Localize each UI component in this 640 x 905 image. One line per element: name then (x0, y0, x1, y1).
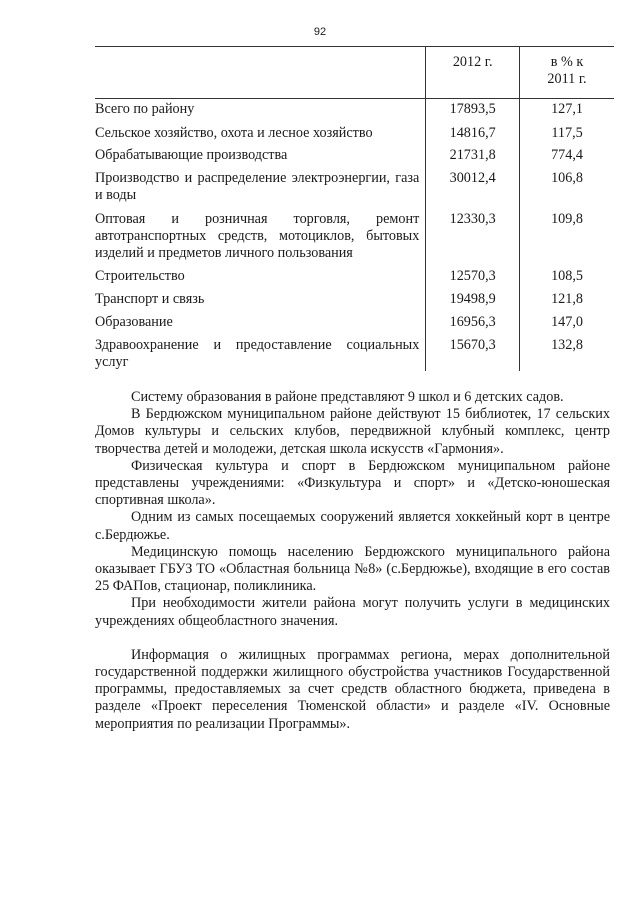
row-name: Оптовая и розничная торговля, ремонт автотранспортных средств, мотоциклов, бытовых изделий и предметов личного пользования (95, 211, 420, 261)
row-name: Образование (95, 314, 173, 330)
row-name-cell (95, 262, 426, 285)
table-row (95, 285, 614, 308)
row-percent-cell (520, 262, 614, 285)
row-value: 12330,3 (449, 211, 496, 227)
row-percent-cell (520, 308, 614, 331)
row-percent: 127,1 (551, 101, 583, 117)
paragraph-services: При необходимости жители района могут получить услуги в медицинских учреждениях общеобластного значения. (95, 595, 610, 629)
row-name: Строительство (95, 268, 185, 284)
row-name-cell (95, 285, 426, 308)
table-row (95, 99, 614, 119)
paragraph-schools: Систему образования в районе представляют 9 школ и 6 детских садов. (131, 389, 564, 405)
header-percent-text: в % к 2011 г. (547, 54, 587, 87)
row-name: Здравоохранение и предоставление социальных услуг (95, 337, 420, 370)
row-percent: 108,5 (551, 268, 583, 284)
table-row (95, 164, 614, 204)
row-percent-cell (520, 285, 614, 308)
row-value-cell (426, 285, 520, 308)
row-value-cell (426, 118, 520, 142)
row-value-cell (426, 308, 520, 331)
row-name-cell (95, 118, 426, 142)
row-value-cell (426, 262, 520, 285)
row-percent: 117,5 (551, 125, 583, 141)
row-value: 21731,8 (449, 147, 496, 163)
row-value: 19498,9 (449, 291, 496, 307)
paragraph-gap (95, 630, 610, 647)
row-value: 12570,3 (449, 268, 496, 284)
row-percent: 774,4 (551, 147, 583, 163)
row-value-cell (426, 331, 520, 371)
header-percent (520, 47, 614, 99)
row-value-cell (426, 204, 520, 262)
table-row (95, 331, 614, 371)
paragraph-medicine: Медицинскую помощь населению Бердюжского муниципального района оказывает ГБУЗ ТО «Областная больница №8» (с.Бердюжье), входящие в его состав 25 ФАПов, стационар, поликлиника. (95, 543, 610, 595)
row-name: Всего по району (95, 101, 195, 117)
row-value: 16956,3 (449, 314, 496, 330)
row-percent: 106,8 (551, 170, 583, 186)
row-name-cell (95, 142, 426, 164)
row-name: Сельское хозяйство, охота и лесное хозяйство (95, 125, 373, 141)
paragraph-culture: В Бердюжском муниципальном районе действуют 15 библиотек, 17 сельских Домов культуры и сельских клубов, передвижной клубный комплекс, центр творчества детей и молодежи, детская школа искусств «Гармония». (95, 406, 610, 457)
table-row (95, 118, 614, 142)
header-year: 2012 г. (426, 47, 520, 99)
table-row (95, 308, 614, 331)
row-value: 17893,5 (449, 101, 496, 117)
row-name-cell (95, 308, 426, 331)
row-name-cell (95, 99, 426, 119)
row-name-cell (95, 164, 426, 204)
row-value-cell (426, 99, 520, 119)
row-percent-cell (520, 331, 614, 371)
paragraph-hockey: Одним из самых посещаемых сооружений является хоккейный корт в центре с.Бердюжье. (95, 509, 610, 543)
row-value: 30012,4 (449, 170, 496, 186)
row-percent-cell (520, 164, 614, 204)
table-header-row (95, 47, 614, 99)
row-percent-cell (520, 99, 614, 119)
row-value: 15670,3 (449, 337, 496, 353)
row-percent-cell (520, 204, 614, 262)
row-name: Производство и распределение электроэнергии, газа и воды (95, 170, 420, 203)
row-name-cell (95, 331, 426, 371)
row-name: Транспорт и связь (95, 291, 205, 307)
row-value-cell (426, 142, 520, 164)
header-name-cell (95, 47, 426, 99)
document-body (95, 389, 610, 733)
paragraph-housing: Информация о жилищных программах региона, мерах дополнительной государственной поддержки жилищного обустройства участников Государственной программы, предоставляемых за счет средств областного бюджета, приведена в разделе «Проект переселения Тюменской области» и разделе «IV. Основные мероприятия по реализации Программы». (95, 646, 610, 732)
row-percent-cell (520, 142, 614, 164)
table-row (95, 262, 614, 285)
row-percent: 132,8 (551, 337, 583, 353)
row-percent: 121,8 (551, 291, 583, 307)
row-value-cell (426, 164, 520, 204)
table-row (95, 142, 614, 164)
row-name: Обрабатывающие производства (95, 147, 288, 163)
table-row (95, 204, 614, 262)
statistics-table (95, 46, 614, 371)
row-percent: 147,0 (551, 314, 583, 330)
row-percent-cell (520, 118, 614, 142)
row-value: 14816,7 (449, 125, 496, 141)
page-number: 92 (313, 26, 327, 38)
row-percent: 109,8 (551, 211, 583, 227)
paragraph-sport: Физическая культура и спорт в Бердюжском муниципальном районе представлены учреждениями: «Физкультура и спорт» и «Детско-юношеская спортивная школа». (95, 457, 610, 509)
row-name-cell (95, 204, 426, 262)
